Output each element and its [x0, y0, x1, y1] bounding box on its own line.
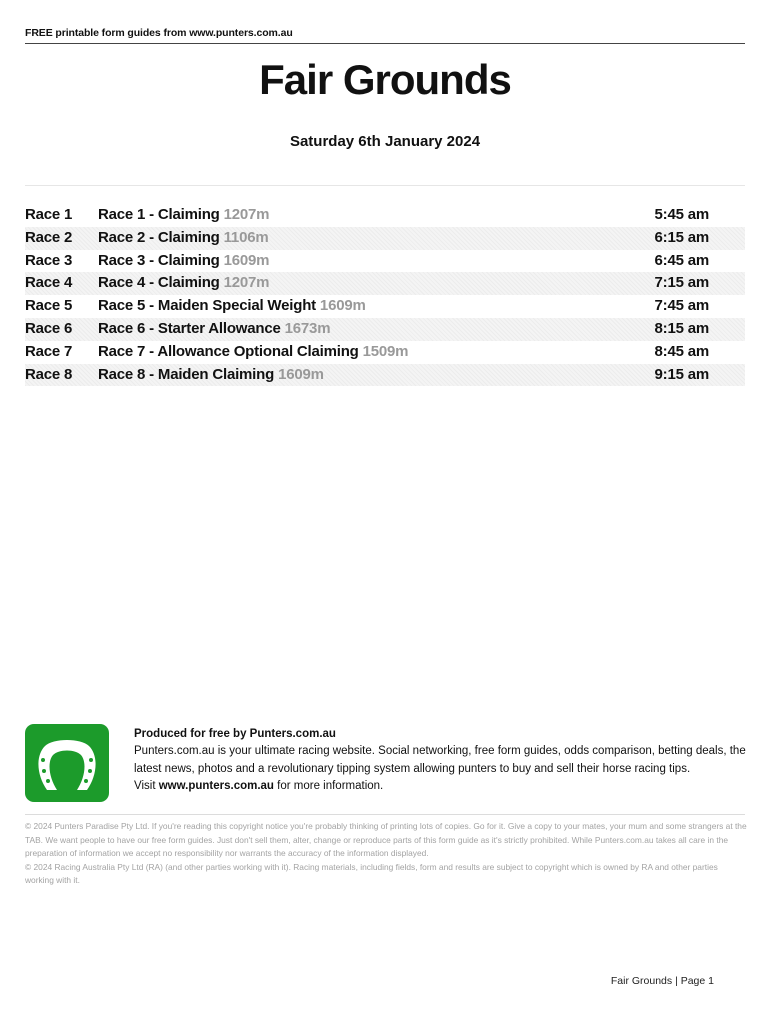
race-row — [25, 227, 745, 250]
race-name: Race 8 - Maiden Claiming 1609m — [98, 365, 324, 383]
race-row — [25, 204, 745, 227]
race-distance: 1207m — [223, 206, 270, 223]
race-time: 9:15 am — [654, 365, 709, 383]
race-distance: 1609m — [319, 297, 366, 315]
promo-heading: Produced for free by Punters.com.au — [134, 728, 336, 740]
promo-body: Punters.com.au is your ultimate racing website. Social networking, free form guides, odds comparison, betting deals, the latest news, photos and a revolutionary tipping system allowing punters to buy and sell their horse racing tips. — [134, 745, 746, 775]
race-time: 7:45 am — [654, 297, 709, 315]
race-name: Race 7 - Allowance Optional Claiming 1509m — [98, 342, 409, 360]
race-distance: 1673m — [284, 319, 331, 337]
race-name: Race 3 - Claiming 1609m — [98, 251, 270, 269]
promo-block — [134, 726, 746, 795]
copyright-notice — [25, 820, 747, 888]
header-source-text: FREE printable form guides from www.punters.com.au — [25, 27, 745, 44]
race-distance: 1509m — [362, 342, 409, 360]
race-name: Race 4 - Claiming 1207m — [98, 274, 270, 292]
race-name: Race 1 - Claiming 1207m — [98, 206, 270, 223]
race-row — [25, 364, 745, 387]
race-row — [25, 341, 745, 364]
page-title: Fair Grounds — [259, 56, 511, 103]
race-number: Race 7 — [25, 342, 73, 360]
race-distance: 1609m — [278, 365, 324, 383]
divider — [25, 185, 745, 186]
race-name: Race 5 - Maiden Special Weight 1609m — [98, 297, 366, 315]
race-time: 6:45 am — [654, 251, 709, 269]
race-number: Race 4 — [25, 274, 73, 292]
race-time: 8:45 am — [654, 342, 709, 360]
punters-logo — [25, 724, 109, 802]
race-distance: 1207m — [223, 274, 270, 292]
race-number: Race 6 — [25, 319, 73, 337]
race-time: 5:45 am — [654, 206, 709, 223]
race-number: Race 5 — [25, 297, 73, 315]
race-row — [25, 295, 745, 318]
race-row — [25, 250, 745, 273]
punters-link[interactable]: www.punters.com.au — [158, 779, 274, 792]
divider — [25, 814, 745, 815]
race-time: 7:15 am — [654, 274, 709, 292]
race-distance: 1106m — [223, 228, 269, 246]
race-number: Race 8 — [25, 365, 73, 383]
race-number: Race 1 — [25, 206, 73, 223]
page-footer: Fair Grounds | Page 1 — [610, 975, 714, 987]
race-row — [25, 272, 745, 295]
race-time: 8:15 am — [654, 319, 709, 337]
race-row — [25, 318, 745, 341]
race-distance: 1609m — [223, 251, 270, 269]
race-name: Race 6 - Starter Allowance 1673m — [98, 319, 331, 337]
race-name: Race 2 - Claiming 1106m — [98, 228, 269, 246]
race-time: 6:15 am — [654, 228, 709, 246]
horseshoe-icon — [25, 724, 109, 802]
copyright-racing-australia: © 2024 Racing Australia Pty Ltd (RA) (and other parties working with it). Racing materials, including fields, form and results are subject to copyright which is owned by RA and other parties working with it. — [25, 861, 718, 886]
race-date: Saturday 6th January 2024 — [289, 133, 481, 150]
race-list — [25, 204, 745, 386]
race-number: Race 3 — [25, 251, 73, 269]
promo-visit: Visit www.punters.com.au for more information. — [134, 779, 384, 792]
copyright-punters: © 2024 Punters Paradise Pty Ltd. If you're reading this copyright notice you're probably thinking of printing lots of copies. Go for it. Give a copy to your mates, your mum and some strangers at the TAB. We want people to have our free form guides. Just don't sell them, alter, change or reproduce parts of this form guide as it's strictly prohibited. While Punters.com.au takes all care in the preparation of information we accept no responsibility nor warrants the accuracy of the information displayed. — [25, 821, 747, 859]
race-number: Race 2 — [25, 228, 73, 246]
